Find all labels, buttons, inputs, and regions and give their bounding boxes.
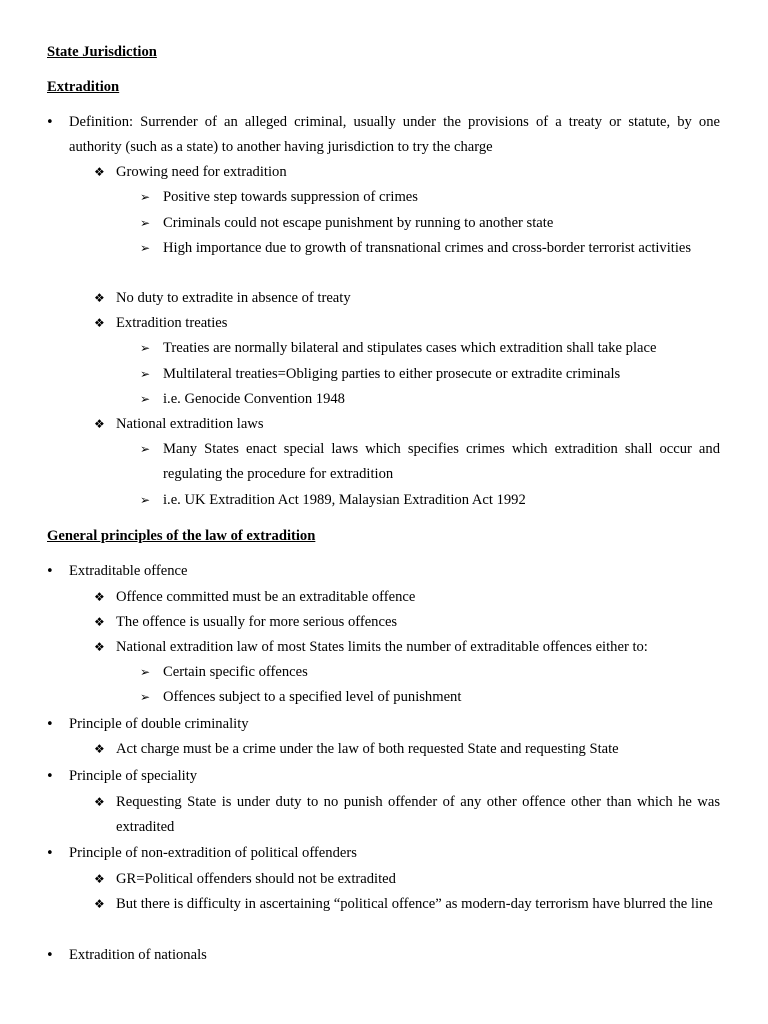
list-item: Criminals could not escape punishment by running to another state: [163, 215, 554, 231]
bullet-icon: •: [46, 115, 54, 130]
list-item: Multilateral treaties=Obliging parties to either prosecute or extradite criminals: [163, 366, 621, 382]
list-item: Extraditable offence: [69, 563, 188, 579]
diamond-bullet-icon: ❖: [94, 795, 105, 809]
list-item: i.e. Genocide Convention 1948: [163, 391, 345, 407]
diamond-bullet-icon: ❖: [94, 897, 105, 911]
arrow-bullet-icon: ➢: [140, 241, 151, 255]
diamond-bullet-icon: ❖: [94, 615, 105, 629]
arrow-bullet-icon: ➢: [140, 493, 151, 507]
bullet-icon: •: [46, 769, 54, 784]
bullet-icon: •: [46, 948, 54, 963]
list-item: Principle of double criminality: [69, 716, 249, 732]
list-item: Principle of non-extradition of political offenders: [69, 845, 357, 861]
list-item: National extradition laws: [116, 416, 264, 432]
list-item: Definition: Surrender of an alleged criminal, usually under the provisions of a treaty or statute, by one authority (such as a state) to another having jurisdiction to try the charge: [69, 114, 720, 156]
list-item: GR=Political offenders should not be extradited: [116, 871, 396, 887]
list-item: Offence committed must be an extraditable offence: [116, 589, 416, 605]
arrow-bullet-icon: ➢: [140, 367, 151, 381]
list-item: Positive step towards suppression of crimes: [163, 189, 418, 205]
arrow-bullet-icon: ➢: [140, 690, 151, 704]
list-item: Many States enact special laws which specifies crimes which extradition shall occur and regulating the procedure for extradition: [163, 441, 720, 483]
list-item: National extradition law of most States limits the number of extraditable offences either to:: [116, 639, 648, 655]
arrow-bullet-icon: ➢: [140, 216, 151, 230]
diamond-bullet-icon: ❖: [94, 872, 105, 886]
bullet-icon: •: [46, 846, 54, 861]
arrow-bullet-icon: ➢: [140, 442, 151, 456]
arrow-bullet-icon: ➢: [140, 341, 151, 355]
list-item: Treaties are normally bilateral and stipulates cases which extradition shall take place: [163, 340, 657, 356]
diamond-bullet-icon: ❖: [94, 417, 105, 431]
list-item: Extradition treaties: [116, 315, 228, 331]
list-item: i.e. UK Extradition Act 1989, Malaysian Extradition Act 1992: [163, 492, 526, 508]
list-item: High importance due to growth of transnational crimes and cross-border terrorist activities: [163, 240, 692, 256]
bullet-icon: •: [46, 717, 54, 732]
list-item: Growing need for extradition: [116, 164, 287, 180]
bullet-icon: •: [46, 564, 54, 579]
list-item: Principle of speciality: [69, 768, 198, 784]
diamond-bullet-icon: ❖: [94, 640, 105, 654]
arrow-bullet-icon: ➢: [140, 190, 151, 204]
diamond-bullet-icon: ❖: [94, 165, 105, 179]
list-item: Extradition of nationals: [69, 947, 207, 963]
list-item: No duty to extradite in absence of treaty: [116, 290, 351, 306]
diamond-bullet-icon: ❖: [94, 590, 105, 604]
list-item: But there is difficulty in ascertaining “political offence” as modern-day terrorism have blurred the line: [116, 896, 713, 912]
heading-general-principles: General principles of the law of extradition: [47, 528, 316, 544]
list-item: Offences subject to a specified level of punishment: [163, 689, 462, 705]
arrow-bullet-icon: ➢: [140, 665, 151, 679]
list-item: Certain specific offences: [163, 664, 308, 680]
title-state-jurisdiction: State Jurisdiction: [47, 44, 157, 60]
list-item: Requesting State is under duty to no punish offender of any other offence other than which he was extradited: [116, 794, 720, 836]
list-item: The offence is usually for more serious offences: [116, 614, 398, 630]
arrow-bullet-icon: ➢: [140, 392, 151, 406]
diamond-bullet-icon: ❖: [94, 742, 105, 756]
diamond-bullet-icon: ❖: [94, 316, 105, 330]
list-item: Act charge must be a crime under the law of both requested State and requesting State: [116, 741, 619, 757]
heading-extradition: Extradition: [47, 79, 120, 95]
diamond-bullet-icon: ❖: [94, 291, 105, 305]
